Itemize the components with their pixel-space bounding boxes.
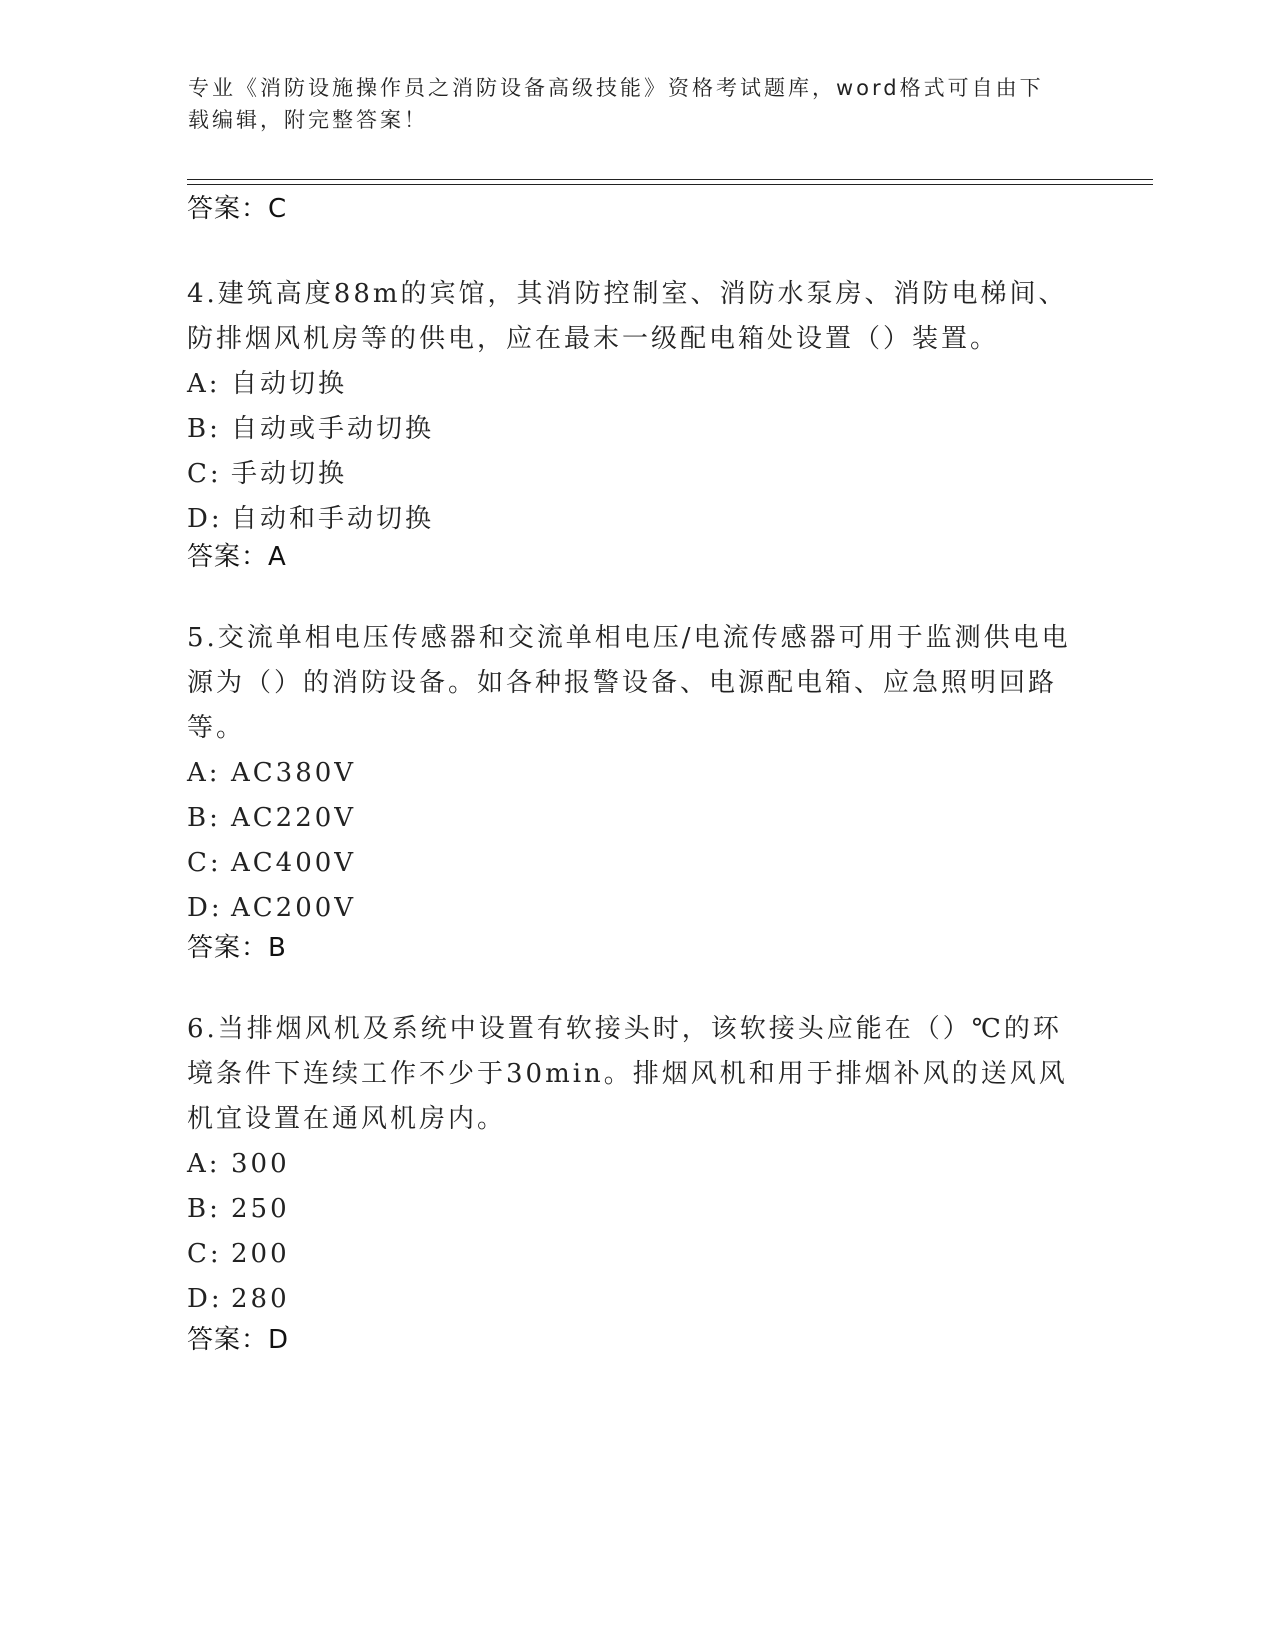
option-text: 自动切换 [231,369,348,399]
option-text: 自动和手动切换 [231,504,435,534]
option-c [187,841,1087,886]
answer-label: 答案： [187,542,269,572]
option-text: 自动或手动切换 [231,414,435,444]
option-key: A: [187,1149,221,1179]
header-line-2: 载编辑，附完整答案！ [188,108,428,132]
option-key: B: [187,414,221,444]
header-line-1: 专业《消防设施操作员之消防设备高级技能》资格考试题库，word格式可自由下 [188,76,1044,100]
answer-label: 答案： [187,194,269,224]
question-4 [187,272,1087,542]
option-key: C: [187,848,222,878]
option-text: 手动切换 [231,459,348,489]
answer-value: A [268,542,287,572]
option-text: 300 [231,1149,290,1179]
answer-value: C [268,194,288,224]
option-b [187,1187,1087,1232]
option-a [187,751,1087,796]
question-6-answer [187,1324,289,1356]
option-key: D: [187,504,223,534]
answer-label: 答案： [187,1325,269,1355]
option-text: AC200V [231,893,357,923]
header-divider-top [187,179,1153,180]
question-text: 5.交流单相电压传感器和交流单相电压/电流传感器可用于监测供电电源为（）的消防设备。如各种报警设备、电源配电箱、应急照明回路等。 [187,623,1071,743]
header-divider-bottom [187,184,1153,185]
option-key: B: [187,1194,221,1224]
option-key: B: [187,803,221,833]
option-b [187,407,1087,452]
option-a [187,1142,1087,1187]
question-5-answer [187,932,287,964]
option-c [187,452,1087,497]
option-key: D: [187,1284,223,1314]
option-key: D: [187,893,223,923]
option-text: 200 [231,1239,290,1269]
option-a [187,362,1087,407]
document-header [188,72,1088,136]
answer-value: B [268,933,287,963]
option-c [187,1232,1087,1277]
option-key: A: [187,369,221,399]
question-text: 6.当排烟风机及系统中设置有软接头时，该软接头应能在（）℃的环境条件下连续工作不少于30min。排烟风机和用于排烟补风的送风风机宜设置在通风机房内。 [187,1014,1068,1134]
option-key: C: [187,459,222,489]
answer-value: D [268,1325,290,1355]
option-text: AC380V [231,758,357,788]
option-b [187,796,1087,841]
answer-label: 答案： [187,933,269,963]
question-4-answer [187,541,287,573]
option-text: 250 [231,1194,290,1224]
option-text: AC220V [231,803,357,833]
option-d [187,886,1087,931]
option-text: AC400V [231,848,357,878]
question-5 [187,616,1087,931]
previous-answer [187,193,287,225]
question-text: 4.建筑高度88m的宾馆，其消防控制室、消防水泵房、消防电梯间、防排烟风机房等的供电，应在最末一级配电箱处设置（）装置。 [187,279,1068,354]
option-key: C: [187,1239,222,1269]
question-6 [187,1007,1087,1322]
option-key: A: [187,758,221,788]
option-text: 280 [231,1284,290,1314]
option-d [187,497,1087,542]
option-d [187,1277,1087,1322]
